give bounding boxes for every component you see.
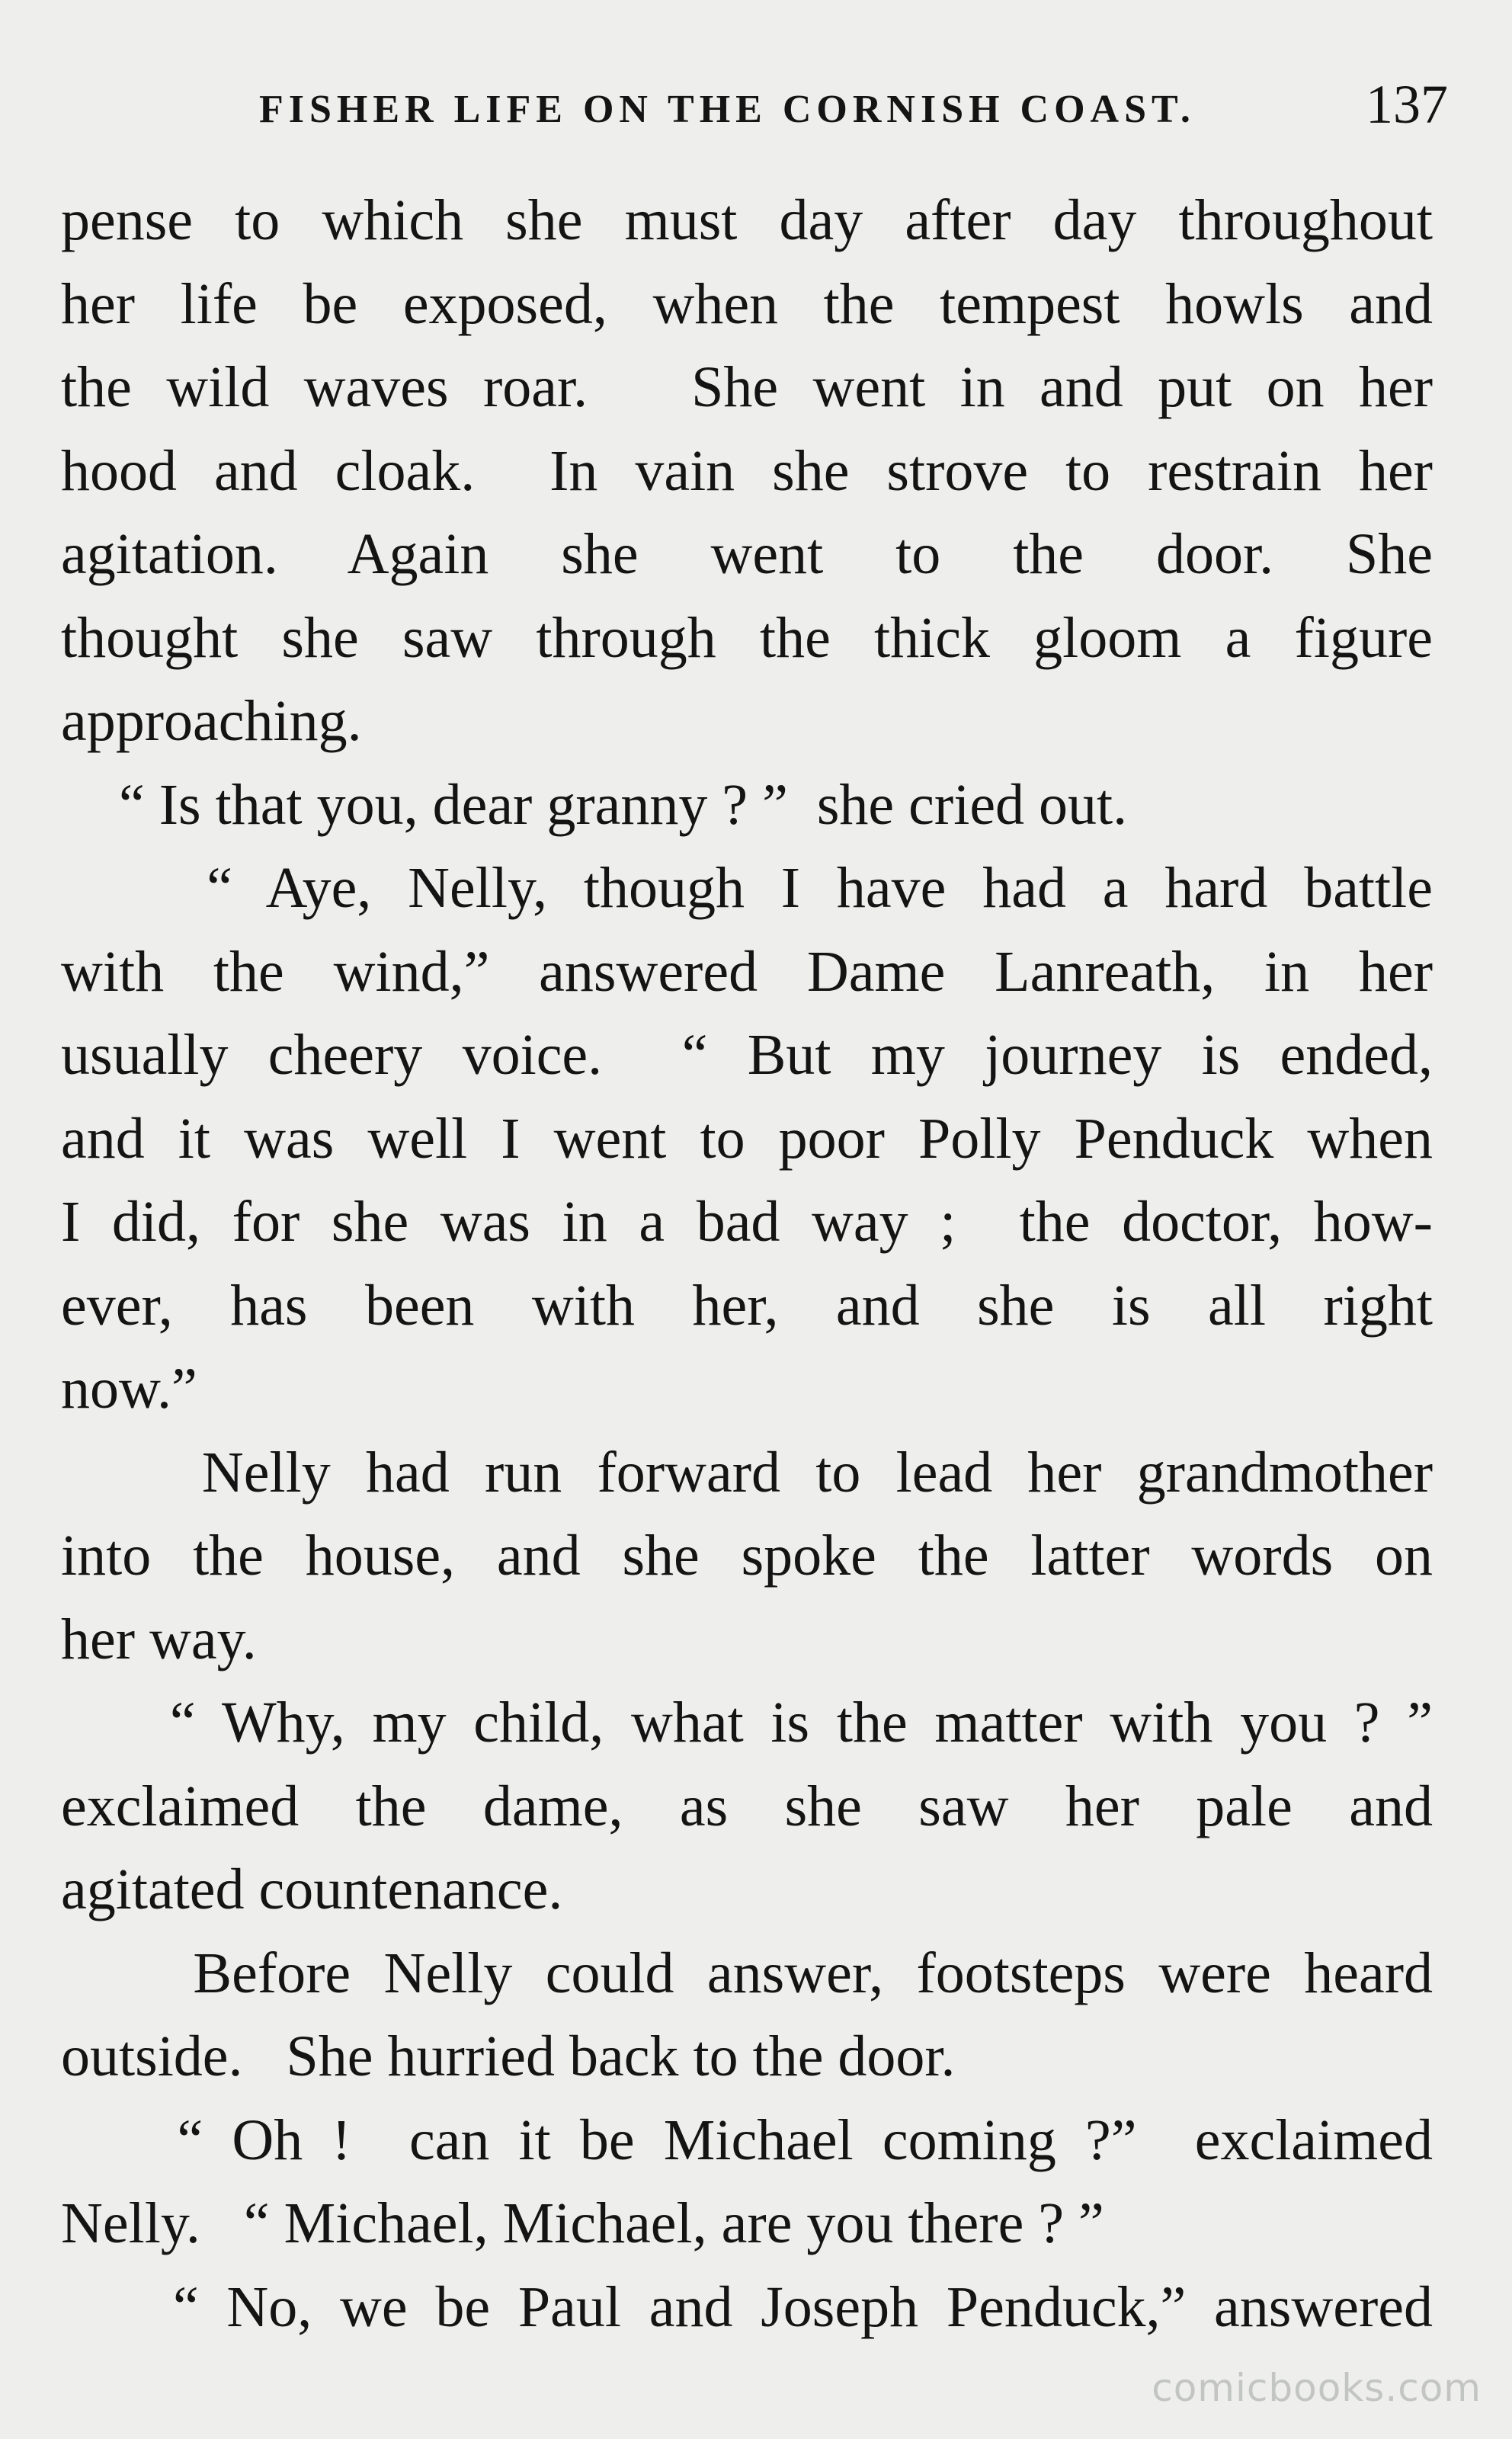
text-line: I did, for she was in a bad way ; the doctor, how- [61, 1190, 1433, 1254]
text-line: outside. She hurried back to the door. [61, 2024, 956, 2088]
text-line: into the house, and she spoke the latter words on [61, 1524, 1433, 1588]
text-line: thought she saw through the thick gloom a figure [61, 605, 1433, 670]
running-title: FISHER LIFE ON THE CORNISH COAST. [259, 88, 1196, 131]
text-line: “ Is that you, dear granny ? ” she cried out. [61, 772, 1128, 837]
watermark: comicbooks.com [1152, 2366, 1482, 2410]
text-line: agitated countenance. [61, 1857, 563, 1921]
text-line: her life be exposed, when the tempest howls and [61, 271, 1433, 336]
text-line: with the wind,” answered Dame Lanreath, in her [61, 939, 1433, 1004]
text-line: exclaimed the dame, as she saw her pale and [61, 1774, 1433, 1838]
text-line: the wild waves roar. She went in and put on her [61, 355, 1433, 419]
page-number: 137 [1366, 74, 1448, 135]
text-line: Nelly. “ Michael, Michael, are you there ? ” [61, 2191, 1104, 2255]
text-line: now.” [61, 1357, 197, 1421]
text-line: “ No, we be Paul and Joseph Penduck,” answered [61, 2274, 1433, 2339]
text-line: Nelly had run forward to lead her grandmother [61, 1440, 1433, 1505]
text-line: and it was well I went to poor Polly Penduck when [61, 1106, 1433, 1171]
text-line: “ Oh ! can it be Michael coming ?” exclaimed [61, 2107, 1433, 2172]
text-line: “ Aye, Nelly, though I have had a hard battle [61, 856, 1433, 920]
text-line: agitation. Again she went to the door. She [61, 522, 1433, 586]
text-line: her way. [61, 1607, 257, 1671]
text-line: approaching. [61, 689, 362, 753]
body-text [61, 179, 1433, 2349]
text-line: usually cheery voice. “ But my journey is ended, [61, 1023, 1433, 1087]
text-line: “ Why, my child, what is the matter with you ? ” [61, 1691, 1433, 1755]
text-line: Before Nelly could answer, footsteps were heard [61, 1941, 1433, 2005]
text-line: hood and cloak. In vain she strove to restrain her [61, 438, 1433, 503]
text-line: pense to which she must day after day throughout [61, 188, 1433, 252]
page-header [259, 73, 1448, 142]
text-line: ever, has been with her, and she is all right [61, 1273, 1433, 1338]
